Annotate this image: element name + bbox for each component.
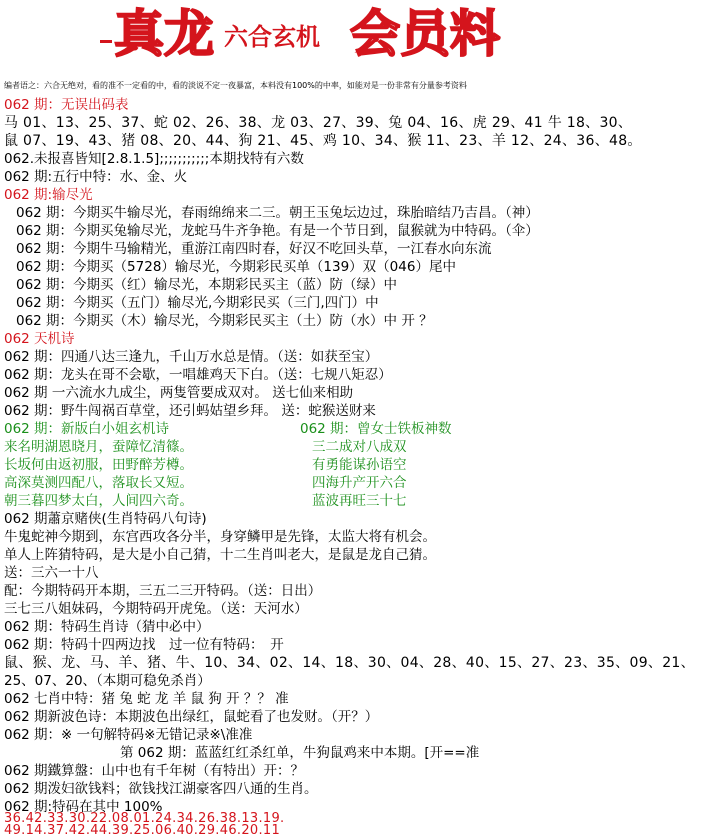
text-line: 三七三八姐妹码，今期特码开虎兔。（送：天河水） xyxy=(4,601,308,617)
text-line: 062 期：今期买（木）输尽光，今期彩民买主（土）防（水）中 开 ？ xyxy=(16,313,433,329)
text-line: 062 期:特码在其中 100% xyxy=(4,799,163,815)
title-dash xyxy=(100,40,112,43)
text-line: 062 期：今期买（5728）输尽光，今期彩民买单（139）双（046）尾中 xyxy=(16,259,456,275)
text-line: 单人上阵猜特码，是大是小自己猜，十二生肖叫老大，是鼠是龙自己猜。 xyxy=(4,547,436,563)
number-list: 36.42.33.30.22.08.01.24.34.26.38.13.19. xyxy=(4,811,285,826)
text-line: 062 期：今期买（红）输尽光，本期彩民买主（蓝）防（绿）中 xyxy=(16,277,398,293)
poem-line-left: 长坂何由返初服，田野醉芳樽。 xyxy=(4,457,193,473)
section-heading: 062 期:输尽光 xyxy=(4,187,93,203)
text-line: 062 期：今期买（五门）输尽光,今期彩民买（三门,四门）中 xyxy=(16,295,379,311)
zodiac-number-row: 鼠 07、19、43、猪 08、20、44、狗 21、45、鸡 10、34、猴 11、23、羊 12、24、36、48。 xyxy=(4,133,642,149)
poem-line-left: 高深莫测四配八，落取长又短。 xyxy=(4,475,193,491)
text-line: 062 期：龙头在哥不会歇，一唱雄鸡天下白。（送：七规八矩忍） xyxy=(4,367,392,383)
title-part3: 会员料 xyxy=(350,4,500,63)
poem-line-right: 有勇能谋孙语空 xyxy=(312,457,407,473)
banner-title xyxy=(100,4,620,68)
text-line: 第 062 期：蓝蓝红红杀红单，牛狗鼠鸡来中本期。[开==准 xyxy=(120,745,480,761)
text-line: 配：今期特码开本期，三五二三开特码。（送：日出） xyxy=(4,583,322,599)
text-line: 062 期：※ 一句解特码※无错记录※\准准 xyxy=(4,727,253,743)
text-line: 062 七肖中特：猪 兔 蛇 龙 羊 鼠 狗 开 ？？ 准 xyxy=(4,691,289,707)
text-line: 062 期：特码生肖诗（猜中必中） xyxy=(4,619,210,635)
text-line: 062 期：四通八达三逢九，千山万水总是情。（送：如获至宝） xyxy=(4,349,379,365)
text-line: 062 期鐵算盤：山中也有千年树（有特出）开：？ xyxy=(4,763,305,779)
title-part1: 真龙 xyxy=(114,4,214,63)
poem-line-right: 四海升产开六合 xyxy=(312,475,407,491)
text-line: 062 期蕭京赌侠(生肖特码八句诗) xyxy=(4,511,207,527)
editor-notice: 编者语之：六合无绝对，看的准不一定看的中，看的淡说不定一夜暴富，本料没有100%的中率，如能对是一份非常有分量参考资料 xyxy=(4,81,467,90)
text-line: 送：三六一十八 xyxy=(4,565,99,581)
text-line: 062 期：今期买兔输尽光，龙蛇马牛齐争艳。有是一个节日到，鼠猴就为中特码。（伞） xyxy=(16,223,539,239)
text-line: 25、07、20、（本期可稳免杀肖） xyxy=(4,673,211,689)
text-line: 062 期新波色诗：本期波色出绿红，鼠蛇看了也发财。（开？） xyxy=(4,709,379,725)
poem-line-left: 来名明湖恩晓月，蚕障忆清篠。 xyxy=(4,439,193,455)
poem-heading-right: 062 期：曾女士铁板神数 xyxy=(300,421,452,437)
text-line: 062 期：今期牛马输精光，重游江南四时春，好汉不吃回头草，一江春水向东流 xyxy=(16,241,492,257)
text-line: 牛鬼蛇神今期到，东宫西攻各分半，身穿鳞甲是先锋，太监大将有机会。 xyxy=(4,529,436,545)
poem-line-right: 三二成对八成双 xyxy=(312,439,407,455)
text-line: 062 期：特码十四两边找 过一位有特码： 开 xyxy=(4,637,284,653)
number-list: 49.14.37.42.44.39.25.06.40.29.46.20.11 xyxy=(4,823,281,838)
text-line: 062 期：今期买牛输尽光，春雨绵绵来二三。朝王玉兔坛边过，珠胎暗结乃吉昌。（神） xyxy=(16,205,539,221)
poem-heading-left: 062 期：新版白小姐玄机诗 xyxy=(4,421,170,437)
text-line: 062 期:五行中特：水、金、火 xyxy=(4,169,188,185)
poem-line-left: 朝三暮四梦太白，人间四六奇。 xyxy=(4,493,193,509)
text-line: 062 期泼妇欲钱料；欲钱找江湖豪客四八通的生肖。 xyxy=(4,781,318,797)
text-line: 062 期 一六流水九成尘，两隻管要成双对。 送七仙来相助 xyxy=(4,385,354,401)
title-part2: 六合玄机 xyxy=(224,22,320,51)
text-line: 062 期：野牛闯祸百草堂，还引蚂姑望乡拜。 送：蛇猴送财来 xyxy=(4,403,376,419)
zodiac-number-row: 鼠、猴、龙、马、羊、猪、牛、10、34、02、14、18、30、04、28、40、15、27、23、35、09、21、 xyxy=(4,655,695,671)
text-line: 062.未报喜皆知[2.8.1.5];;;;;;;;;;;本期找特有六数 xyxy=(4,151,304,167)
section-heading: 062 期：无误出码表 xyxy=(4,97,129,113)
section-heading: 062 天机诗 xyxy=(4,331,75,347)
zodiac-number-row: 马 01、13、25、37、蛇 02、26、38、龙 03、27、39、兔 04、16、虎 29、41 牛 18、30、 xyxy=(4,115,633,131)
poem-line-right: 蓝波再旺三十七 xyxy=(312,493,407,509)
